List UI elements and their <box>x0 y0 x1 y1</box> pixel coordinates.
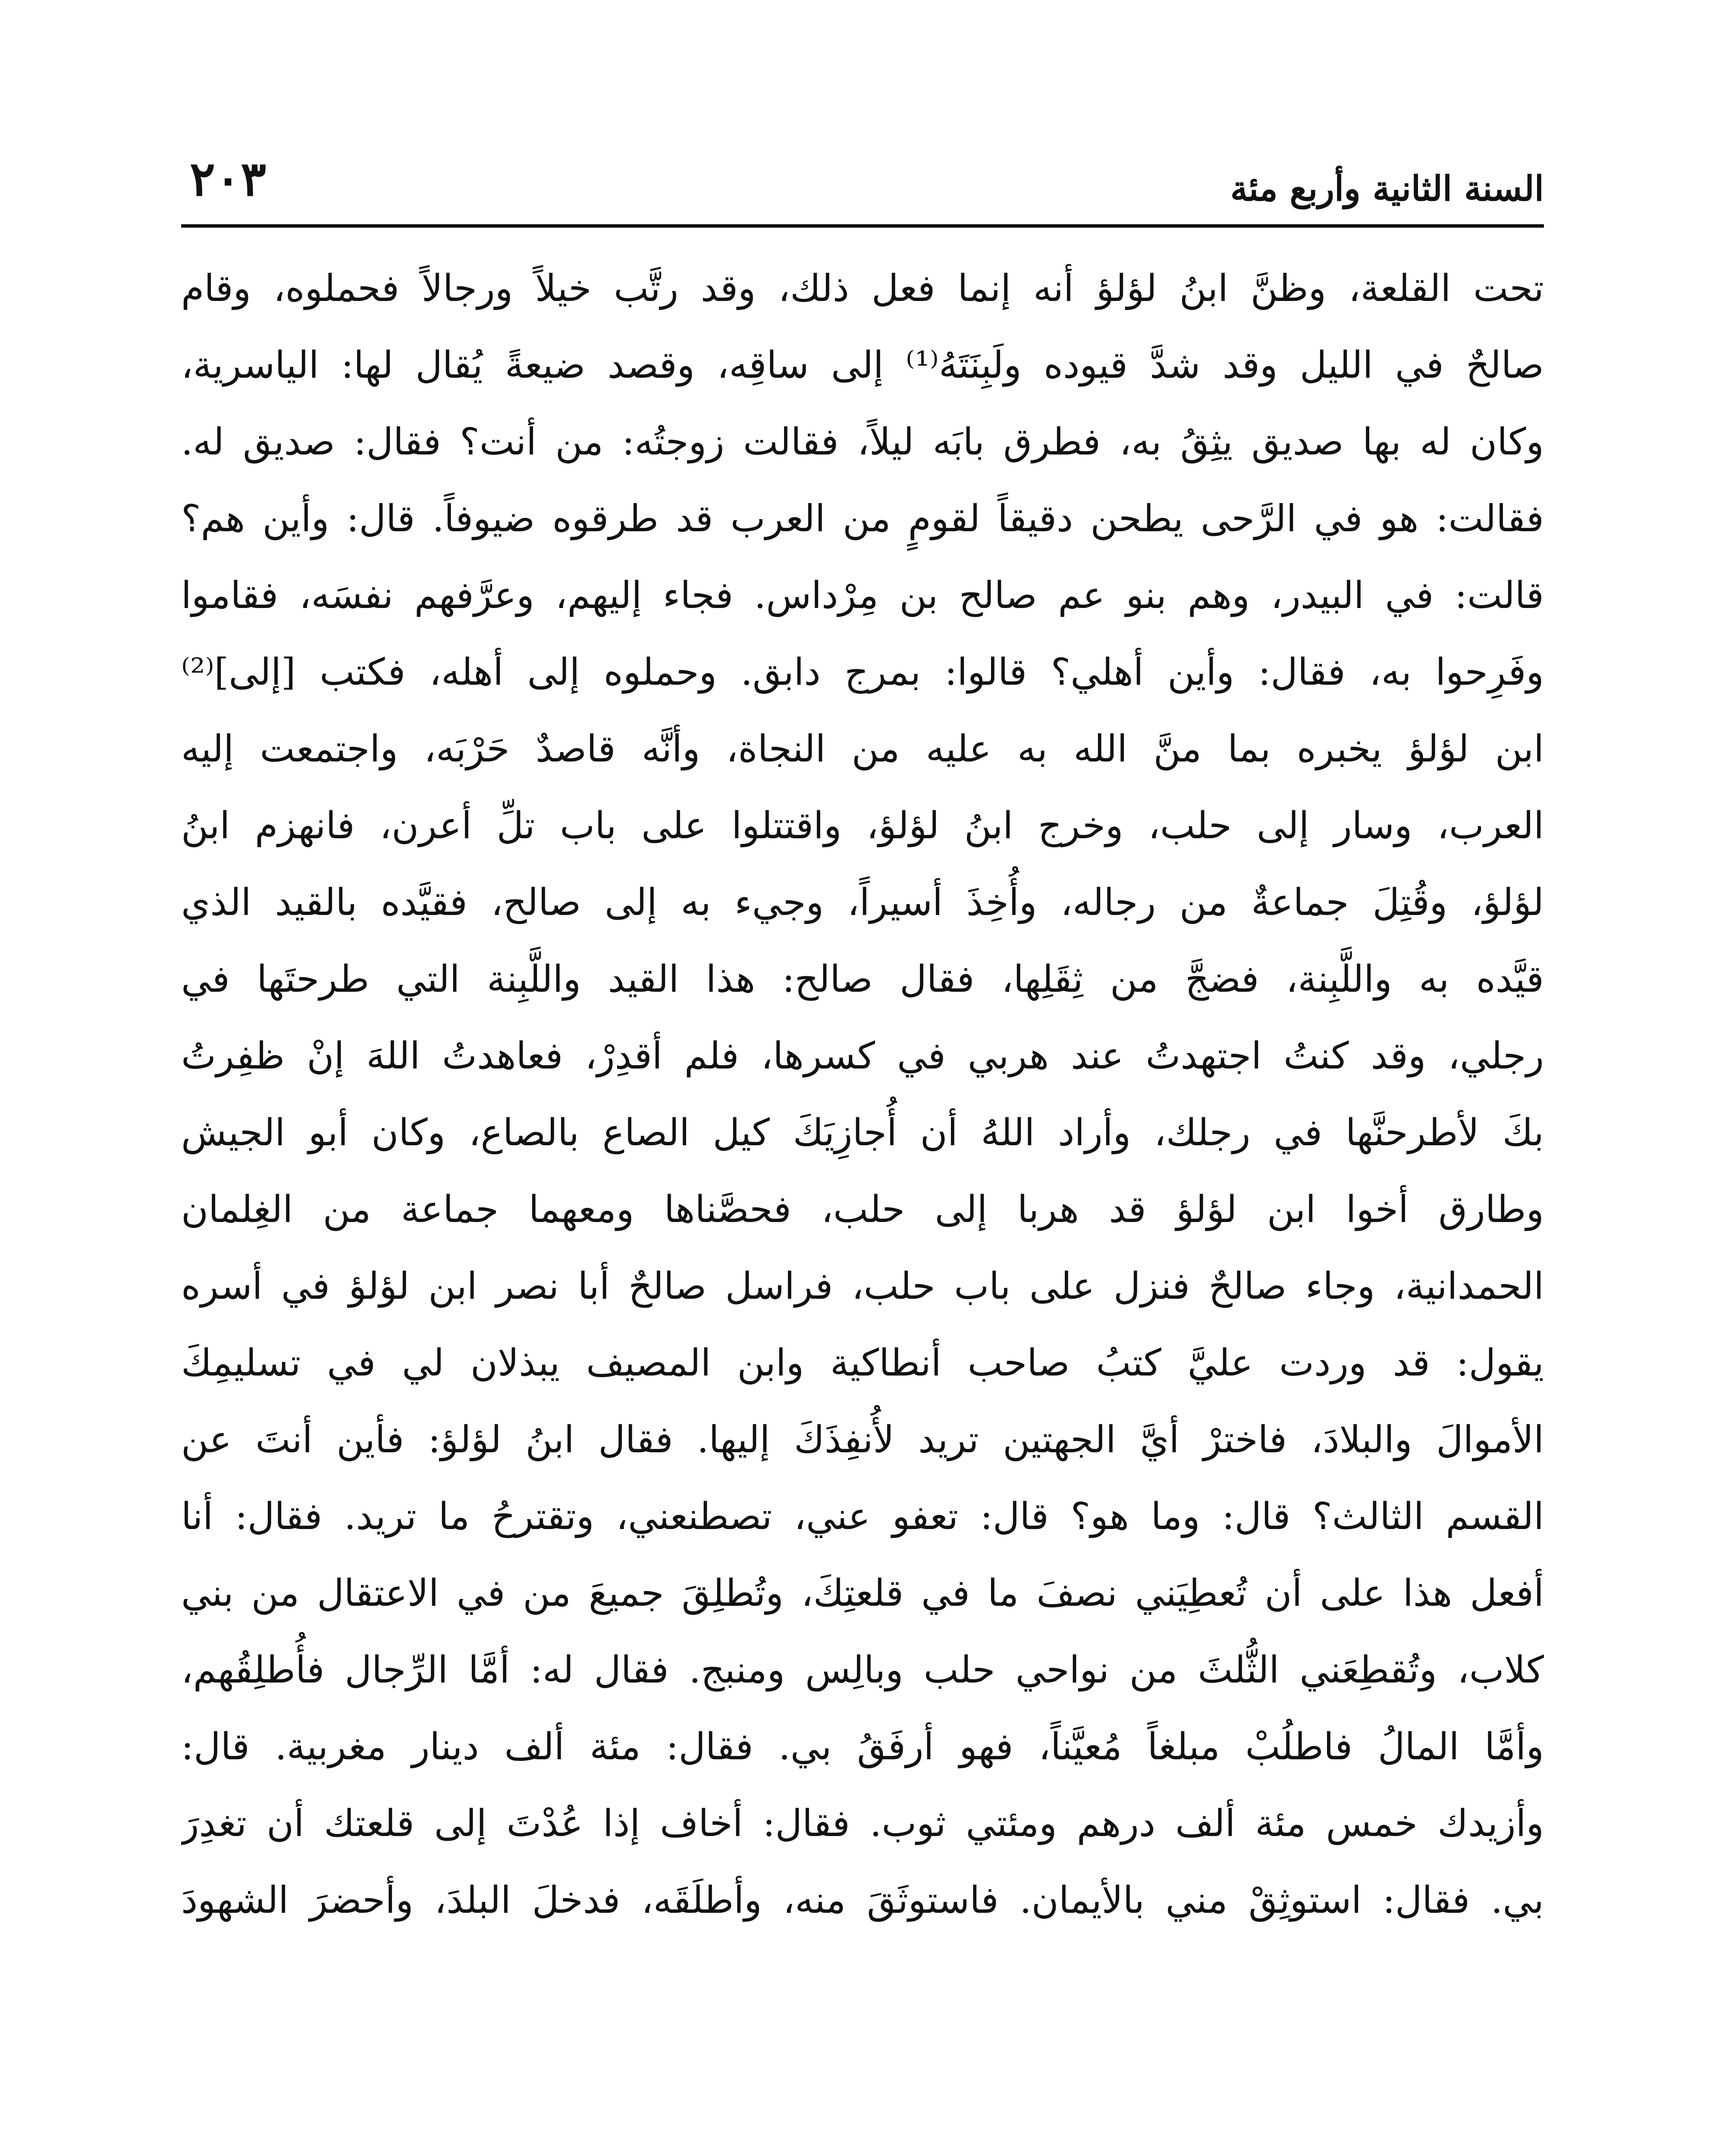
text-line: القسم الثالث؟ قال: وما هو؟ قال: تعفو عني، تصطنعني، وتقترحُ ما تريد. فقال: أنا <box>181 1495 1544 1538</box>
text-line: وأزيدك خمس مئة ألف درهم ومئتي ثوب. فقال: أخاف إذا عُدْتَ إلى قلعتك أن تغدِرَ <box>181 1802 1544 1845</box>
text-line: قالت: في البيدر، وهم بنو عم صالح بن مِرْداس. فجاء إليهم، وعرَّفهم نفسَه، فقاموا <box>181 574 1544 617</box>
text-line: وكان له بها صديق يثِقُ به، فطرق بابَه ليلاً، فقالت زوجتُه: من أنت؟ فقال: صديق له. <box>181 420 1544 464</box>
header-divider <box>181 224 1544 228</box>
text-line: رجلي، وقد كنتُ اجتهدتُ عند هربي في كسرها، فلم أقدِرْ، فعاهدتُ اللهَ إنْ ظفِرتُ <box>181 1034 1544 1078</box>
text-line: قيَّده به واللَّبِنة، فضجَّ من ثِقَلِها، فقال صالح: هذا القيد واللَّبِنة التي طرحتَها في <box>181 958 1544 1001</box>
text-line: وفَرِحوا به، فقال: وأين أهلي؟ قالوا: بمرج دابق. وحملوه إلى أهله، فكتب [إلى]⁽²⁾ <box>181 651 1544 694</box>
text-line: كلاب، وتُقطِعَني الثُّلثَ من نواحي حلب وبالِس ومنبج. فقال له: أمَّا الرِّجال فأُطلِقُهم، <box>181 1648 1544 1692</box>
text-line: صالحٌ في الليل وقد شدَّ قيوده ولَبِنَتَهُ⁽¹⁾ إلى ساقِه، وقصد ضيعةً يُقال لها: الياسرية، <box>181 344 1544 387</box>
text-line: الحمدانية، وجاء صالحٌ فنزل على باب حلب، فراسل صالحٌ أبا نصر ابن لؤلؤ في أسره <box>181 1265 1544 1308</box>
text-line: الأموالَ والبلادَ، فاخترْ أيَّ الجهتين تريد لأُنفِذَكَ إليها. فقال ابنُ لؤلؤ: فأين أنتَ عن <box>181 1418 1544 1461</box>
text-line: فقالت: هو في الرَّحى يطحن دقيقاً لقومٍ من العرب قد طرقوه ضيوفاً. قال: وأين هم؟ <box>181 497 1544 540</box>
page-header <box>181 142 1544 229</box>
text-line: بكَ لأطرحنَّها في رجلك، وأراد اللهُ أن أُجازِيَكَ كيل الصاع بالصاع، وكان أبو الجيش <box>181 1111 1544 1154</box>
text-line: لؤلؤ، وقُتِلَ جماعةٌ من رجاله، وأُخِذَ أسيراً، وجيء به إلى صالح، فقيَّده بالقيد الذي <box>181 881 1544 924</box>
page-number: ٢٠٣ <box>190 151 267 207</box>
text-line: وطارق أخوا ابن لؤلؤ قد هربا إلى حلب، فحصَّناها ومعهما جماعة من الغِلمان <box>181 1188 1544 1231</box>
running-title: السنة الثانية وأربع مئة <box>1230 168 1544 209</box>
text-line: بي. فقال: استوثِقْ مني بالأيمان. فاستوثَقَ منه، وأطلَقَه، فدخلَ البلدَ، وأحضرَ الشهودَ <box>181 1879 1544 1922</box>
text-line: العرب، وسار إلى حلب، وخرج ابنُ لؤلؤ، واقتتلوا على باب تلِّ أعرن، فانهزم ابنُ <box>181 804 1544 847</box>
main-text <box>181 250 1544 1939</box>
text-line: ابن لؤلؤ يخبره بما منَّ الله به عليه من النجاة، وأنَّه قاصدٌ حَرْبَه، واجتمعت إليه <box>181 727 1544 771</box>
text-line: أفعل هذا على أن تُعطِيَني نصفَ ما في قلعتِكَ، وتُطلِقَ جميعَ من في الاعتقال من بني <box>181 1572 1544 1615</box>
text-line: يقول: قد وردت عليَّ كتبُ صاحب أنطاكية وابن المصيف يبذلان لي في تسليمِكَ <box>181 1341 1544 1385</box>
text-line: وأمَّا المالُ فاطلُبْ مبلغاً مُعيَّناً، فهو أرفَقُ بي. فقال: مئة ألف دينار مغربية. قال: <box>181 1725 1544 1768</box>
text-line: تحت القلعة، وظنَّ ابنُ لؤلؤ أنه إنما فعل ذلك، وقد رتَّب خيلاً ورجالاً فحملوه، وقام <box>181 267 1544 310</box>
